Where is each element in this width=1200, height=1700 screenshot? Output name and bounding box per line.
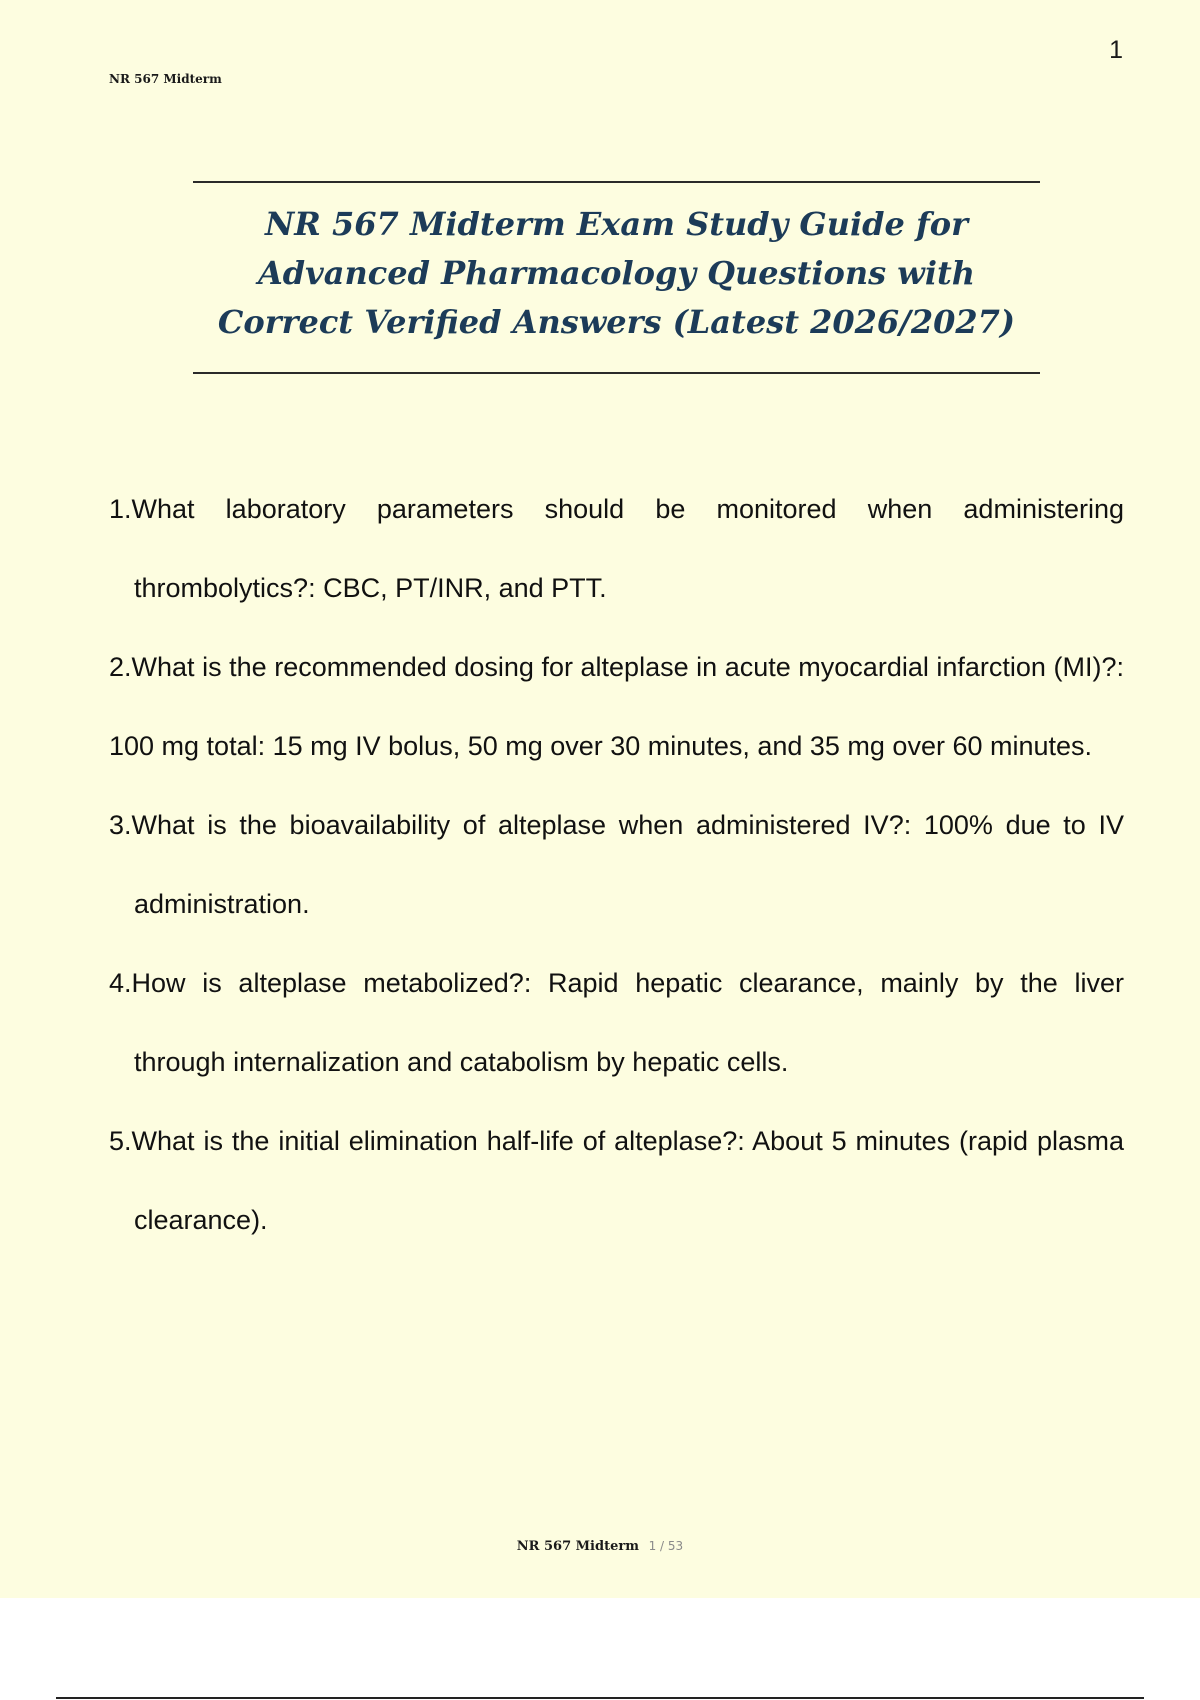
title-rule-top xyxy=(193,181,1040,183)
question-item-1: 1.What laboratory parameters should be monitored when administering thrombolytics?: CBC, PT/INR, and PTT. xyxy=(109,494,1124,603)
question-item-5: 5.What is the initial elimination half-life of alteplase?: About 5 minutes (rapid plasma clearance). xyxy=(109,1126,1124,1235)
page-footer xyxy=(0,1538,1200,1554)
document-title: NR 567 Midterm Exam Study Guide for Advanced Pharmacology Questions with Correct Verified Answers (Latest 2026/2027) xyxy=(217,205,1016,341)
question-item-4: 4.How is alteplase metabolized?: Rapid hepatic clearance, mainly by the liver through internalization and catabolism by hepatic cells. xyxy=(109,968,1124,1077)
question-list xyxy=(109,470,1124,1260)
running-header: NR 567 Midterm xyxy=(109,72,222,86)
page-number: 1 xyxy=(1109,36,1123,64)
viewer-divider xyxy=(56,1697,1144,1699)
question-item-2: 2.What is the recommended dosing for alteplase in acute myocardial infarction (MI)?: 100 mg total: 15 mg IV bolus, 50 mg over 30 minutes, and 35 mg over 60 minutes. xyxy=(109,652,1124,761)
title-rule-bottom xyxy=(193,372,1040,374)
footer-page-indicator: 1 / 53 xyxy=(648,1539,684,1553)
question-item-3: 3.What is the bioavailability of alteplase when administered IV?: 100% due to IV administration. xyxy=(109,810,1124,919)
footer-title: NR 567 Midterm xyxy=(516,1539,639,1554)
